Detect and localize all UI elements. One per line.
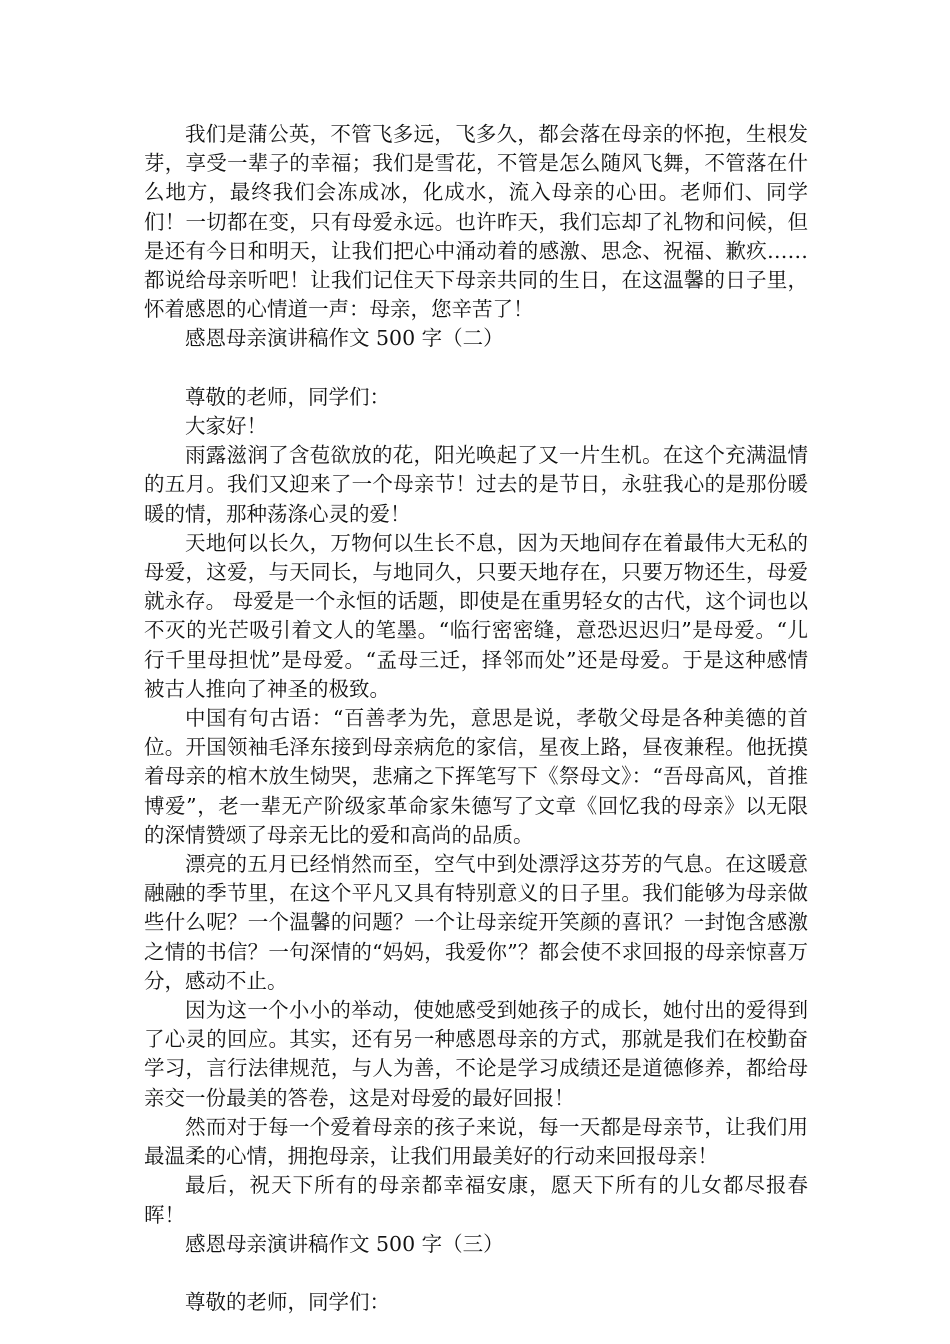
greeting: 大家好！ [185,414,267,439]
paragraph-may: 漂亮的五月已经悄然而至，空气中到处漂浮这芬芳的气息。在这暖意融融的季节里，在这个平凡又具有特别意义的日子里。我们能够为母亲做些什么呢？一个温馨的问题？一个让母亲绽开笑颜的喜讯？一封饱含感激之情的书信？一句深情的“妈妈，我爱你”？都会使不求回报的母亲惊喜万分，感动不止。 [144,852,808,993]
blank-line [144,1259,808,1288]
paragraph-dandelion: 我们是蒲公英，不管飞多远，飞多久，都会落在母亲的怀抱，生根发芽，享受一辈子的幸福；我们是雪花，不管是怎么随风飞舞，不管落在什么地方，最终我们会冻成冰，化成水，流入母亲的心田。老师们、同学们！一切都在变，只有母爱永远。也许昨天，我们忘却了礼物和问候，但是还有今日和明天，让我们把心中涌动着的感激、思念、祝福、歉疚……都说给母亲听吧！让我们记住天下母亲共同的生日，在这温馨的日子里，怀着感恩的心情道一声：母亲，您辛苦了！ [144,122,808,322]
salutation: 尊敬的老师，同学们： [185,384,390,409]
salutation: 尊敬的老师，同学们： [185,1290,390,1315]
paragraph-closing: 最后，祝天下所有的母亲都幸福安康，愿天下所有的儿女都尽报春晖！ [144,1173,808,1227]
section-heading-2: 感恩母亲演讲稿作文 500 字（二） [185,326,504,351]
document-page [144,120,808,1317]
paragraph-heaven-earth: 天地何以长久，万物何以生长不息，因为天地间存在着最伟大无私的母爱，这爱，与天同长，与地同久，只要天地存在，只要万物还生，母爱就永存。 母爱是一个永恒的话题，即使是在重男轻女的古代，这个词也以不灭的光芒吸引着文人的笔墨。“临行密密缝，意恐迟迟归”是母爱。“儿行千里母担忧”是母爱。“孟母三迁，择邻而处”还是母爱。于是这种感情被古人推向了神圣的极致。 [144,530,808,701]
section-heading-3: 感恩母亲演讲稿作文 500 字（三） [185,1231,504,1256]
paragraph-every-day: 然而对于每一个爱着母亲的孩子来说，每一天都是母亲节，让我们用最温柔的心情，拥抱母亲，让我们用最美好的行动来回报母亲！ [144,1114,808,1169]
blank-line [144,354,808,383]
paragraph-rain: 雨露滋润了含苞欲放的花，阳光唤起了又一片生机。在这个充满温情的五月。我们又迎来了一个母亲节！过去的是节日，永驻我心的是那份暖暖的情，那种荡涤心灵的爱！ [144,443,808,526]
paragraph-proverb: 中国有句古语：“百善孝为先，意思是说，孝敬父母是各种美德的首位。开国领袖毛泽东接到母亲病危的家信，星夜上路，昼夜兼程。他抚摸着母亲的棺木放生恸哭，悲痛之下挥笔写下《祭母文》：“吾母高风，首推博爱”，老一辈无产阶级家革命家朱德写了文章《回忆我的母亲》以无限的深情赞颂了母亲无比的爱和高尚的品质。 [144,706,808,847]
paragraph-small-act: 因为这一个小小的举动，使她感受到她孩子的成长，她付出的爱得到了心灵的回应。其实，还有另一种感恩母亲的方式，那就是我们在校勤奋学习，言行法律规范，与人为善，不论是学习成绩还是道德修养，都给母亲交一份最美的答卷，这是对母爱的最好回报！ [144,998,808,1110]
